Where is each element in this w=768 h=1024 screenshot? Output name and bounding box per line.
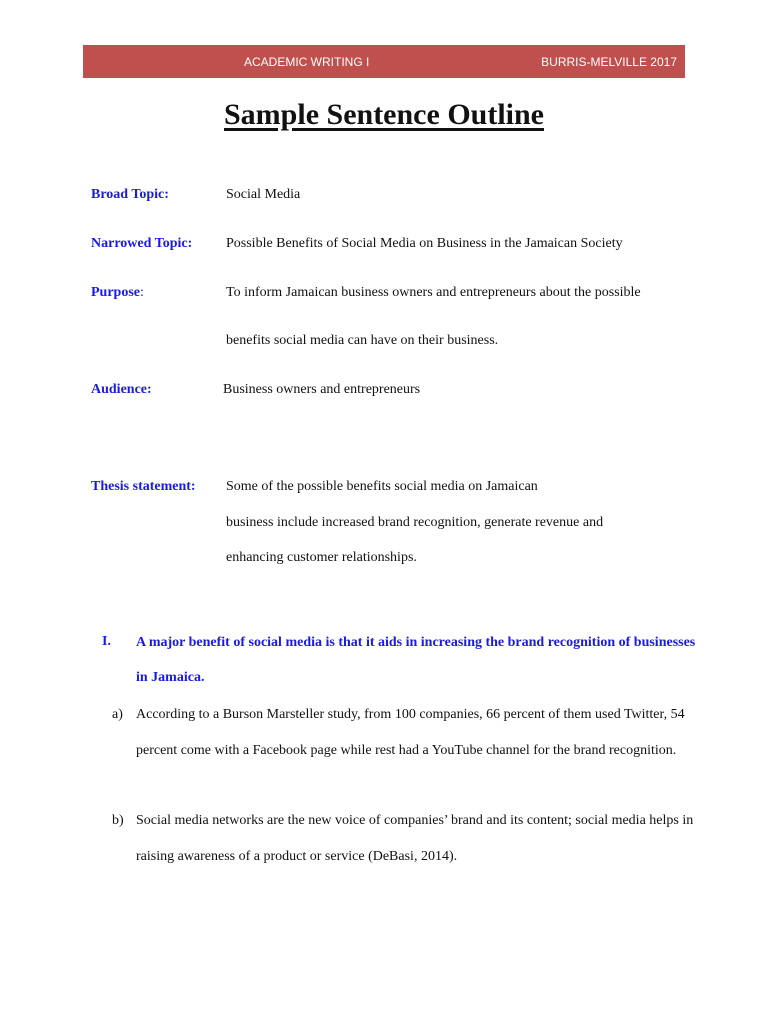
audience-label: Audience: bbox=[91, 382, 152, 397]
narrowed-topic-label: Narrowed Topic: bbox=[91, 236, 193, 251]
outline-heading-1: A major benefit of social media is that it aids in increasing the brand recognition of businesses in Jamaica. bbox=[136, 635, 696, 685]
page-title: Sample Sentence Outline bbox=[224, 98, 544, 131]
purpose-label: Purpose: bbox=[91, 285, 144, 300]
outline-item-marker-a: a) bbox=[112, 707, 123, 722]
outline-item-b: Social media networks are the new voice of companies’ brand and its content; social media helps in raising awareness of a product or service (DeBasi, 2014). bbox=[136, 813, 694, 864]
course-title: ACADEMIC WRITING I bbox=[244, 55, 370, 69]
document-header-bar bbox=[83, 45, 685, 78]
purpose-label-colon: : bbox=[140, 285, 144, 300]
narrowed-topic-value: Possible Benefits of Social Media on Business in the Jamaican Society bbox=[226, 236, 623, 251]
audience-value: Business owners and entrepreneurs bbox=[223, 382, 421, 397]
broad-topic-label: Broad Topic: bbox=[91, 187, 169, 202]
outline-item-a: According to a Burson Marsteller study, from 100 companies, 66 percent of them used Twitter, 54 percent come with a Facebook page while rest had a YouTube channel for the brand recognition. bbox=[136, 707, 685, 758]
outline-numeral-1: I. bbox=[102, 634, 111, 649]
author-year: BURRIS-MELVILLE 2017 bbox=[541, 55, 677, 69]
outline-item-marker-b: b) bbox=[112, 813, 124, 828]
thesis-line-1: Some of the possible benefits social media on Jamaican bbox=[226, 479, 538, 494]
thesis-line-2: business include increased brand recognition, generate revenue and bbox=[226, 515, 604, 530]
thesis-line-3: enhancing customer relationships. bbox=[226, 550, 417, 565]
purpose-line-2: benefits social media can have on their business. bbox=[226, 333, 499, 348]
purpose-line-1: To inform Jamaican business owners and entrepreneurs about the possible bbox=[226, 285, 641, 300]
broad-topic-value: Social Media bbox=[226, 187, 301, 202]
thesis-label: Thesis statement: bbox=[91, 479, 196, 494]
